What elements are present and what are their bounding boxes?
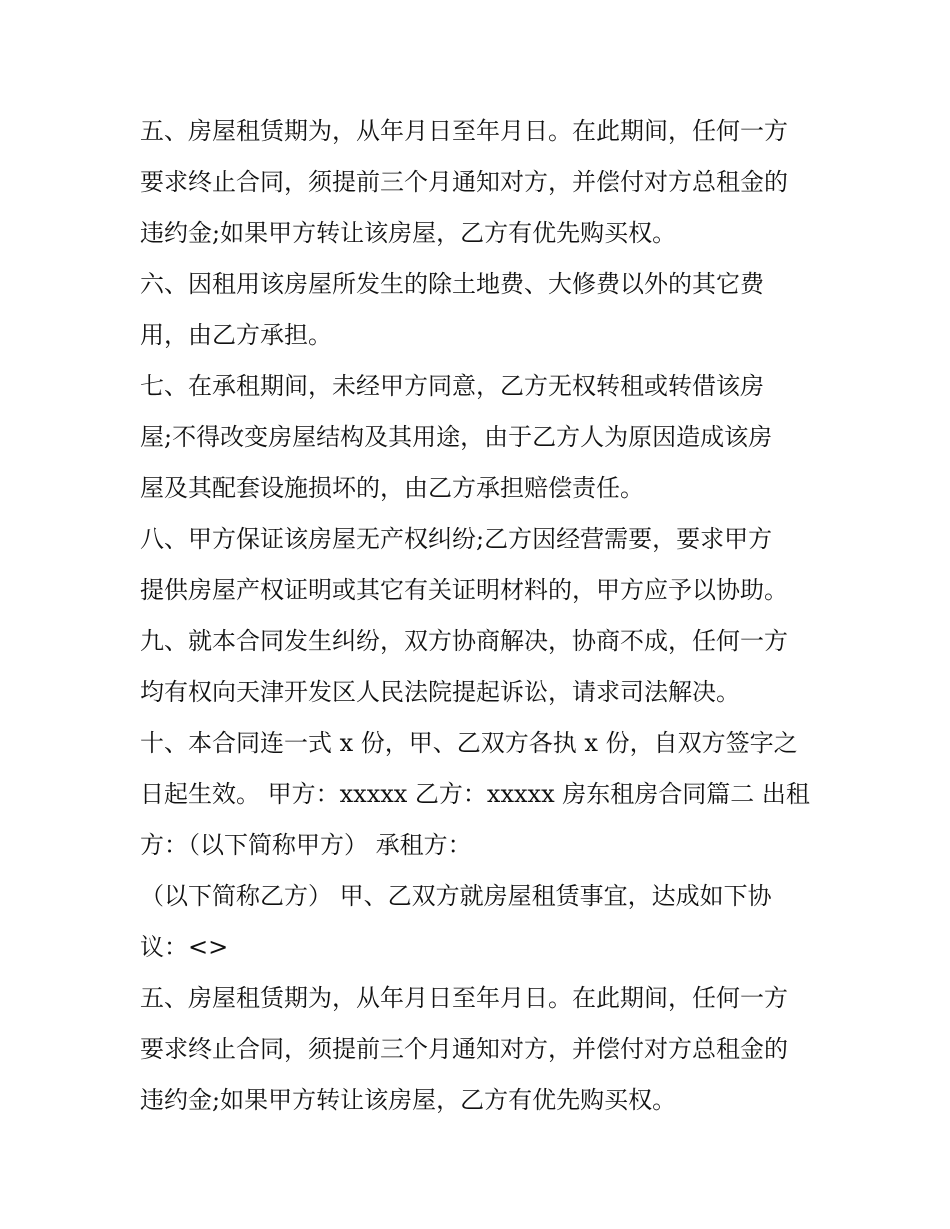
text-line: 七、在承租期间，未经甲方同意，乙方无权转租或转借该房: [140, 372, 764, 400]
text-line: 方：（以下简称甲方） 承租方：: [140, 831, 472, 859]
text-line: 议：<>: [140, 933, 229, 961]
text-line: 五、房屋租赁期为，从年月日至年月日。在此期间，任何一方: [140, 984, 788, 1012]
text-line: 八、甲方保证该房屋无产权纠纷;乙方因经营需要，要求甲方: [140, 525, 773, 553]
text-line: 要求终止合同，须提前三个月通知对方，并偿付对方总租金的: [140, 1035, 788, 1063]
text-line: 六、因租用该房屋所发生的除土地费、大修费以外的其它费: [140, 270, 764, 298]
document-body: [140, 106, 820, 1126]
text-line: 屋;不得改变房屋结构及其用途，由于乙方人为原因造成该房: [140, 423, 773, 451]
text-line: 违约金;如果甲方转让该房屋，乙方有优先购买权。: [140, 1086, 677, 1114]
text-line: 九、就本合同发生纠纷，双方协商解决，协商不成，任何一方: [140, 627, 788, 655]
text-line: 屋及其配套设施损坏的，由乙方承担赔偿责任。: [140, 474, 644, 502]
text-line: 日起生效。 甲方：xxxxx 乙方：xxxxx 房东租房合同篇二 出租: [140, 780, 810, 808]
text-line: 要求终止合同，须提前三个月通知对方，并偿付对方总租金的: [140, 168, 788, 196]
text-line: （以下简称乙方） 甲、乙双方就房屋租赁事宜，达成如下协: [140, 882, 772, 910]
text-line: 五、房屋租赁期为，从年月日至年月日。在此期间，任何一方: [140, 117, 788, 145]
text-line: 违约金;如果甲方转让该房屋，乙方有优先购买权。: [140, 219, 677, 247]
text-line: 用，由乙方承担。: [140, 321, 332, 349]
text-line: 十、本合同连一式 x 份，甲、乙双方各执 x 份，自双方签字之: [140, 729, 798, 757]
text-line: 提供房屋产权证明或其它有关证明材料的，甲方应予以协助。: [140, 576, 788, 604]
text-line: 均有权向天津开发区人民法院提起诉讼，请求司法解决。: [140, 678, 740, 706]
